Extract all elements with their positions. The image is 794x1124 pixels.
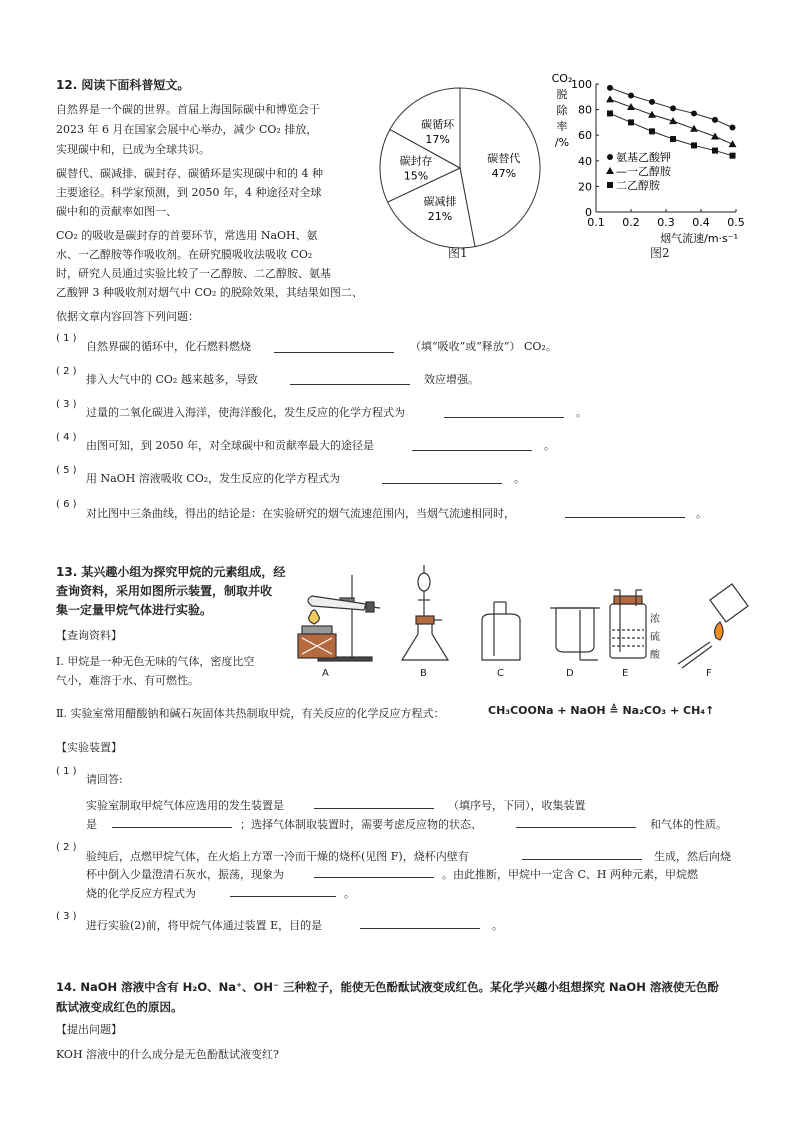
q13-sub3-number: ( 3 ) (56, 911, 77, 922)
data-point-1 (628, 93, 634, 99)
q12-sub1-blank[interactable] (274, 352, 394, 353)
q12-instruction: 依据文章内容回答下列问题： (56, 310, 199, 323)
legend-label-2: —一乙醇胺 (616, 165, 671, 178)
pie-label-3: 碳封存 (399, 154, 433, 168)
data-point-3 (691, 142, 697, 148)
data-point-3 (730, 153, 736, 159)
q13-title-line1: 13. 某兴趣小组为探究甲烷的元素组成，经 (56, 565, 286, 579)
q12-sub3-blank[interactable] (444, 417, 564, 418)
apparatus-label-c: C (497, 668, 504, 679)
y-tick-label: 100 (571, 78, 592, 91)
data-point-1 (691, 110, 697, 116)
q12-para3-line3: 时，研究人员通过实验比较了一乙醇胺、二乙醇胺、氨基 (56, 267, 331, 280)
y-tick-label: 20 (578, 180, 592, 194)
y-tick-label: 0 (585, 206, 592, 219)
q12-sub6-text: 对比图中三条曲线，得出的结论是：在实验研究的烟气流速范围内，当烟气流速相同时， (86, 507, 515, 520)
x-tick-label: 0.1 (587, 216, 605, 229)
apparatus-f (678, 584, 748, 668)
q12-sub3-number: ( 3 ) (56, 399, 77, 410)
q13-info1-line1: Ⅰ. 甲烷是一种无色无味的气体，密度比空 (56, 655, 255, 668)
y-axis-label: CO₂ (551, 72, 573, 85)
q13-info2: Ⅱ. 实验室常用醋酸钠和碱石灰固体共热制取甲烷，有关反应的化学反应方程式： (56, 707, 445, 720)
q13-title-line3: 集一定量甲烷气体进行实验。 (56, 603, 213, 617)
q13-sub1-number: ( 1 ) (56, 766, 77, 777)
q12-sub4-post: 。 (544, 439, 555, 452)
y-tick-label: 80 (578, 103, 592, 117)
q13-sub2-number: ( 2 ) (56, 842, 77, 853)
x-tick-label: 0.2 (622, 216, 640, 229)
data-point-2 (729, 140, 737, 147)
q13-sub3-text: 进行实验(2)前，将甲烷气体通过装置 E，目的是 (86, 919, 323, 932)
x-tick-label: 0.5 (727, 216, 745, 229)
data-point-1 (670, 105, 676, 111)
q12-sub4-number: ( 4 ) (56, 432, 77, 443)
q12-sub1-number: ( 1 ) (56, 333, 77, 344)
q12-sub1-hint: （填“吸收”或“释放”） CO₂。 (410, 340, 557, 353)
q13-sub1-prompt: 请回答: (86, 773, 123, 786)
q12-para3-line2: 水、一乙醇胺等作吸收剂。在研究膜吸收法吸收 CO₂ (56, 248, 313, 261)
fig1-caption: 图1 (448, 246, 468, 260)
apparatus-label-f: F (706, 668, 712, 679)
q12-para1-line2: 2023 年 6 月在国家会展中心举办，减少 CO₂ 排放， (56, 123, 318, 136)
legend-label-1: 氨基乙酸钾 (616, 151, 671, 164)
q12-sub2-text: 排入大气中的 CO₂ 越来越多，导致 (86, 373, 258, 386)
q13-sub1-condition-blank[interactable] (516, 827, 636, 828)
x-tick-label: 0.3 (657, 216, 675, 229)
y-tick-label: 60 (578, 129, 592, 143)
x-axis-label: 烟气流速/m·s⁻¹ (660, 232, 738, 245)
y-axis-label: 率 (556, 120, 568, 133)
q12-sub2-blank[interactable] (290, 384, 410, 385)
apparatus-e (610, 590, 646, 658)
data-point-1 (712, 117, 718, 123)
y-axis-label: 除 (556, 104, 568, 117)
acid-label-1: 浓 (650, 614, 660, 625)
q13-sub1-generator-post: （填序号，下同），收集装置 (448, 799, 586, 812)
apparatus-label-b: B (420, 668, 427, 679)
pie-label-1: 碳替代 (487, 151, 521, 165)
q12-sub2-post: 效应增强。 (424, 373, 479, 386)
q13-sub3-post: 。 (492, 919, 503, 932)
q12-para2-line1: 碳替代、碳减排、碳封存、碳循环是实现碳中和的 4 种 (56, 167, 323, 180)
pie-label-4: 碳循环 (421, 118, 455, 132)
q14-title-line1: 14. NaOH 溶液中含有 H₂O、Na⁺、OH⁻ 三种粒子，能使无色酚酞试液变成红色。某化学兴趣小组想探究 NaOH 溶液使无色酚 (56, 980, 719, 994)
q13-sub1-property-text: 和气体的性质。 (650, 818, 727, 831)
q13-sub2-line1-post: 生成，然后向烧 (654, 850, 731, 863)
q12-sub3-post: 。 (576, 406, 587, 419)
q13-sub2-wall-blank[interactable] (522, 859, 642, 860)
q12-sub1-text: 自然界碳的循环中，化石燃料燃烧 (86, 340, 251, 353)
data-point-3 (712, 148, 718, 154)
data-point-1 (607, 85, 613, 91)
apparatus-label-e: E (622, 668, 629, 679)
q13-equation: CH₃COONa + NaOH ≜ Na₂CO₃ + CH₄↑ (488, 704, 715, 717)
q13-sub2-line3-text: 烧的化学反应方程式为 (86, 887, 196, 900)
q12-sub6-blank[interactable] (565, 517, 685, 518)
q13-sub1-collect-text: 是 (86, 818, 97, 831)
q12-para2-line3: 碳中和的贡献率如图一、 (56, 205, 177, 218)
y-axis-label: 脱 (556, 88, 568, 101)
q13-sub3-blank[interactable] (360, 928, 480, 929)
q12-para1-line1: 自然界是一个碳的世界。首届上海国际碳中和博览会于 (56, 103, 320, 116)
q13-sub2-line2-post: 。由此推断，甲烷中一定含 C、H 两种元素，甲烷燃 (442, 868, 699, 881)
q13-info-header: 【查询资料】 (56, 629, 122, 642)
q12-para3-line4: 乙酸钾 3 种吸收剂对烟气中 CO₂ 的脱除效果，其结果如图二、 (56, 286, 363, 299)
fig2-caption: 图2 (650, 246, 670, 260)
q12-sub6-post: 。 (696, 507, 707, 520)
q12-para3-line1: CO₂ 的吸收是碳封存的首要环节，常选用 NaOH、氨 (56, 229, 318, 242)
pie-label-2: 碳减排 (423, 195, 457, 209)
apparatus-c (482, 602, 520, 660)
pie-value-3: 15% (403, 169, 429, 183)
legend-marker-1 (607, 154, 613, 160)
q13-sub2-line1-text: 验纯后，点燃甲烷气体，在火焰上方罩一冷而干燥的烧杯(见图 F)，烧杯内壁有 (86, 850, 469, 863)
q13-info1-line2: 气小，难溶于水、有可燃性。 (56, 674, 199, 687)
q13-sub1-generator-blank[interactable] (314, 808, 434, 809)
q12-title: 12. 阅读下面科普短文。 (56, 78, 190, 92)
q12-sub3-text: 过量的二氧化碳进入海洋，使海洋酸化，发生反应的化学方程式为 (86, 406, 405, 419)
data-point-1 (649, 99, 655, 105)
data-point-3 (670, 136, 676, 142)
y-tick-label: 40 (578, 154, 592, 168)
pie-chart (370, 80, 550, 260)
q13-device-header: 【实验装置】 (56, 741, 122, 754)
q12-sub5-blank[interactable] (382, 483, 502, 484)
q12-para2-line2: 主要途径。科学家预测，到 2050 年，4 种途径对全球 (56, 186, 322, 199)
apparatus-b (402, 565, 448, 660)
pie-value-2: 21% (427, 210, 453, 224)
q13-sub2-phenomenon-blank[interactable] (314, 877, 434, 878)
data-point-2 (606, 95, 614, 102)
y-axis-label: /% (554, 136, 570, 149)
q14-question: KOH 溶液中的什么成分是无色酚酞试液变红? (56, 1048, 279, 1061)
data-point-3 (649, 128, 655, 134)
apparatus-d (550, 608, 600, 660)
apparatus-a (298, 575, 380, 661)
q13-sub2-line2-text: 杯中倒入少量澄清石灰水，振荡，现象为 (86, 868, 284, 881)
q13-sub2-equation-blank[interactable] (230, 896, 336, 897)
q12-sub4-text: 由图可知，到 2050 年，对全球碳中和贡献率最大的途径是 (86, 439, 374, 452)
apparatus-label-d: D (566, 668, 574, 679)
data-point-3 (607, 110, 613, 116)
legend-marker-2 (606, 167, 614, 174)
apparatus-label-a: A (322, 668, 329, 679)
q12-sub4-blank[interactable] (412, 450, 532, 451)
data-point-1 (730, 125, 736, 131)
x-tick-label: 0.4 (692, 216, 710, 229)
acid-label-2: 硫 (650, 632, 660, 643)
q12-para1-line3: 实现碳中和，已成为全球共识。 (56, 143, 210, 156)
q14-header: 【提出问题】 (56, 1023, 122, 1036)
data-point-3 (628, 119, 634, 125)
q13-sub2-line3-post: 。 (344, 887, 355, 900)
acid-label-3: 酸 (650, 650, 660, 661)
q13-title-line2: 查询资料，采用如图所示装置，制取并收 (56, 584, 273, 598)
q13-sub1-state-text: ；选择气体制取装置时，需要考虑反应物的状态、 (240, 818, 482, 831)
line-chart (540, 72, 760, 262)
q13-sub1-collect-blank[interactable] (112, 827, 232, 828)
q13-sub1-generator-text: 实验室制取甲烷气体应选用的发生装置是 (86, 799, 284, 812)
apparatus-figure (280, 560, 760, 682)
legend-label-3: 二乙醇胺 (616, 179, 660, 192)
q12-sub6-number: ( 6 ) (56, 499, 77, 510)
legend-marker-3 (607, 182, 613, 188)
pie-value-4: 17% (425, 133, 450, 147)
q12-sub5-post: 。 (514, 472, 525, 485)
q14-title-line2: 酞试液变成红色的原因。 (56, 1000, 183, 1014)
pie-value-1: 47% (491, 166, 517, 180)
q12-sub5-text: 用 NaOH 溶液吸收 CO₂，发生反应的化学方程式为 (86, 472, 341, 485)
q12-sub5-number: ( 5 ) (56, 465, 77, 476)
q12-sub2-number: ( 2 ) (56, 366, 77, 377)
